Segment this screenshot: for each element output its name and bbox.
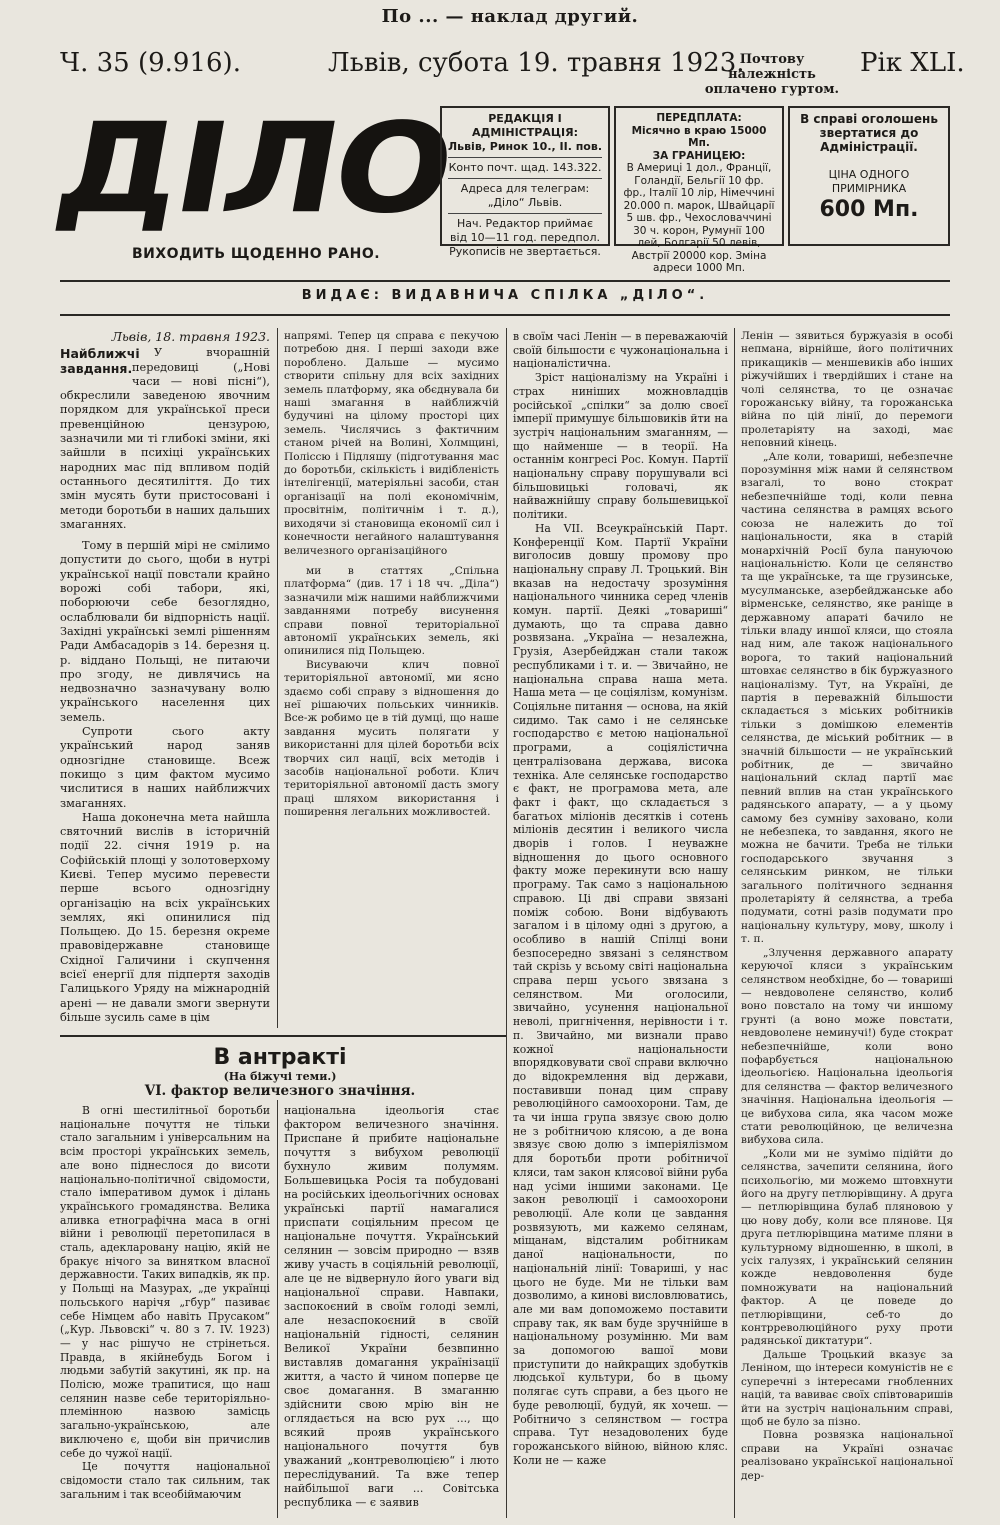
- article1-para: Наша доконечна мета найшла святочний вислів в історичній події 22. січня 1919 р. на Софійській площі у золотоверхому Києві. Тепер мусимо перевести перше всього однозгідну організацію на всіх українських землях, які опинилися під Польщею. До 15. березня окреме правовідержавне становище Східної Галичини і скупчення всієї енергії для підпертя заходів Галицького Уряду на міжнародній арені — не давали змоги звернути більше зусиль саме в цім: [60, 810, 270, 1024]
- article1-col3: [513, 330, 728, 1467]
- price-label: ЦІНА ОДНОГО ПРИМІРНИКА: [828, 168, 910, 195]
- editorial-address: Львів, Ринок 10., II. пов.: [448, 140, 602, 153]
- article2-col1: [60, 1104, 270, 1501]
- editorial-manuscripts: Рукописів не звертається.: [449, 245, 601, 258]
- article1-para: Ленін — зявиться буржуазія в особі непмана, вірнійше, його політичних прикащиків — меншевиків або інших ріжучійших і твердійших і стане на чолі селянства, то це означає горожанську війну, та горожанська війна по цій лінії, до перемоги пролетаріяту на заході, має неповний кінець.: [741, 330, 953, 450]
- article2-title: В антракті: [213, 1045, 347, 1070]
- article2-subtitle: (На біжучі теми.): [223, 1070, 337, 1083]
- subscription-title: ПЕРЕДПЛАТА:: [656, 112, 742, 124]
- subscription-abroad: В Америці 1 дол., Франції, Голандії, Бельгії 10 фр. фр., Італії 10 лір, Німеччині 20.000 п. марок, Швайцарії 5 шв. фр., Чехословаччині 30 ч. корон, Румунії 100 лей, Болгарії 50 левів, Австрії 20000 кор.: [623, 162, 775, 262]
- daily-note: ВИХОДИТЬ ЩОДЕННО РАНО.: [132, 246, 381, 262]
- article2-para: національна ідеольогія стає фактором величезного значіння. Приспане й прибите національне почуття з вибухом революції бухнуло живим полумям. Большевицька Росія та побудовані на російських ідеольогічних основах українські партії намагалися приспати соціяльним пресом це національне почуття. Український селянин — зовсім природно — взяв живу участь в соціяльній революції, але це не відвернуло його уваги від національної справи. Навпаки, заспокоєний в своїм голоді землі, але незаспокоєний в своїй національній гідності, селянин Великої України безвпинно виставляв домагання українізації життя, а часто й чином поперве це своє домагання. В змаганню здійснити свою мрію він не оглядається на всю рух ..., що всякий прояв українського національного почуття був уважаний „контреволюцією“ і люто переслідуваний. Та вже тепер найбільшої ваги ... Совітська республика — є заявив: [284, 1104, 499, 1509]
- article2-section: VI. фактор величезного значіння.: [144, 1083, 416, 1099]
- article2-para: В огні шестилітньої боротьби національне почуття не тільки стало загальним і універсальним на всім просторі українських земель, але воно піднеслося до висоти національно-політичної свідомости, стало імперативом думок і ділань українського громадянства. Велика аливка етнографічна маса в огні війни і революції перетопилася в сталь, адекларовану націю, якій не бракує нічого за винятком власної державности. Таких випадків, як пр. у Польщі на Мазурах, „де українці польського нарічя „гбур“ пазиває себе Німцем або навіть Прусаком“ („Кур. Львовскі“ ч. 80 з 7. IV. 1923) — у нас рішучо не стрінеться. Правда, в якійнебудь Богом і людьми забутій закутині, як пр. на Полісю, може трапитися, що наш селянин назве себе територіяльно-племінною назвою замісць загально-українською, але виключено є, щоби він причислив себе до чужої нації.: [60, 1104, 270, 1460]
- article1-para: „Злучення державного апарату керуючої кляси з українським селянством необхідне, бо — товариші — невдоволене селянство, колиб воно повстало на тому чи иншому грунті (а воно може повстати, невдоволене неминучі!) буде стократ небезпечнійше, коли воно пофарбується національною ідеольогією. Національна ідеольогія для селянства — фактор величезного значіння. Національна ідеольогія — це вибухова сила, яка часом може стати революційною, це величезна вибухова сила.: [741, 946, 953, 1147]
- article1-para: Зріст націоналізму на Україні і страх ниніших можновладців російської „спілки“ за долю своєї імперії примушує більшовиків йти на зустріч національним змаганням, — що найменше — в теорії. На останнім конгресі Рос. Комун. Партії національну справу порушували всі більшовицькі головачі, як найважнійшу справу большевицької політики.: [513, 371, 728, 522]
- article1-para: „Але коли, товариші, небезпечне порозуміння між нами й селянством взагалі, то воно стократ небезпечнійше тоді, коли певна частина селянства в рамцях всього союза не належить до тої національности, яка в старій монархічній Росії була пануючою національністю. Коли це селянство та ще українське, та ще грузинське, мусулманське, азербейджанське або вірменське, селянство, яке раніще в державному апараті бачило не тільки владу иншої кляси, що стояла над ним, але також національного ворога, то такий національний штовхає селянство в бік буржуазного націоналізму. Тут, на Україні, де партія в переважній більшости складається з міських робітників тільки з домішкою елементів селянства, де міський робітник — в значній більшости — не український робітник, де — звичайно національний склад партії має певний вплив на стан українського радянського апарату, — а у цьому самому без сумніву заховано, коли не небезпека, то завдання, якого не можна не бачити. Треба не тільки господарського звучання з селянським ринком, не тільки загального політичного зєднання пролетаріяту й селянства, а треба подумати, сотні разів подумати про національну культуру, мову, школу і т. п.: [741, 450, 953, 946]
- edition-note: По ... — наклад другий.: [381, 6, 639, 27]
- ads-note: В справі оголошень звертатися до Адміністрації.: [800, 112, 938, 154]
- article1-para: Тому в першій мірі не смілимо допустити до сього, щоби в нутрі української нації повстали крайно ворожі собі табори, які, поборюючи себе безоглядно, ослаблювали би відпорність нації. Західні українські землі рішенням Ради Амбасадорів з 14. березня ц. р. віддано Польщі, не питаючи про згоду, не дивлячись на недвозначно зазначувану волю українського населення цих земель.: [60, 539, 270, 724]
- article1-para: Супроти сього акту український народ заняв однозгідне становище. Всеж покищо з цим фактом мусимо числитися в наших найближчих змаганнях.: [60, 725, 270, 810]
- subscription-box: [614, 106, 784, 274]
- editorial-box: [440, 106, 610, 258]
- article2-para: Це почуття національної свідомости стало так сильним, так загальним і так всеобіймаючим: [60, 1460, 270, 1501]
- article1-col4: [741, 330, 953, 1483]
- article1-subhead: Найближчі завдання.: [60, 346, 140, 377]
- editorial-hours: Нач. Редактор приймає від 10—11 год. передпол.: [449, 217, 600, 244]
- article2-heading: [60, 1045, 500, 1099]
- newspaper-title: ДІЛО: [45, 96, 462, 241]
- column-rule: [734, 328, 735, 1518]
- article1-para: На VII. Всеукраїнській Парт. Конференції Ком. Партії України виголосив довшу промову про національну справу Л. Троцький. Він вказав на недостачу зрозуміння національного чинника серед членів комун. партії. Деякі „товариші“ думають, що та справа давно розвязана. „Україна — незалежна, Грузія, Азербейджан стали також республиками і т. и. — Звичайно, не національна справа наша мета. Наша мета — це соціялізм, комунізм. Соціяльне питання — основа, на якій сидимо. Так само і не селянське господарство є метою національної програми, а соціялістична централізована держава, висока техніка. Але селянське господарство є факт, не програмова мета, але факт і факт, що складається з багатьох міліонів десятків і сотень міліонів десятин і великого числа дворів і голов. І неуважне відношення до цього основного факту може перекинути всю нашу програму. Так само з національною справою. Ці дві справи звязані поміж собою. Вони відбувають загалом і в цілому одні з другою, а особливо в нашій Спілці вони безпосередно звязані з селянством тай скрізь у всьому світі національна справа перш усього звязана з селянством. Ми оголосили, звичайно, усунення національної неволі, пригнічення, нерівности і т. п. Звичайно, ми визнали право кожної національности впорядковувати свої справи включно до відокремлення від держави, поставивши понад цим справу революційного самоохорони. Там, де та чи інша група звязує свою долю не з робітничою клясою, а де вона звязує свою долю з імперіялізмом для боротьби проти робітничої кляси, там закон клясової війни руба над усіми іншими законами. Це закон революції і самоохорони революції. Але коли це завдання розвязують, ми кажемо селянам, міщанам, відсталим робітникам даної національности, по національній лінії: Товариші, у нас цього не буде. Ми не тільки вам дозволимо, а кинові висловлюватись, але ми вам допоможемо поставити справу так, як вам буде зручнійше в національному розумінню. Ми вам за допомогою вашої мови приступити до найкращих здобутків людської культури, бо в цьому полягає суть справи, а без цього не буде революції, будуй, як хочеш. — Робітничо з селянством — гостра справа. Тут незадоволених буде горожанського війною, війною кляс. Коли не — каже: [513, 521, 728, 1467]
- place-date: Львів, субота 19. травня 1923.: [328, 48, 745, 78]
- editorial-title: РЕДАКЦІЯ І АДМІНІСТРАЦІЯ:: [472, 112, 578, 139]
- article1-para: У вчорашній передовиці („Нові часи — нові пісні“), обкреслили заведеною явочним порядком для української преси превенційною цензурою, зазначили ми ті глибокі зміни, які зайшли в психіці українських народних мас під впливом подій останнього десятиліття. До тих змін мусять бути пристосовані і методи боротьби в наших дальших змаганнях.: [60, 346, 270, 531]
- article1-para: в своїм часі Ленін — в переважаючій своїй більшости є чужонаціональна і націоналістична.: [513, 330, 728, 371]
- price-box: [788, 106, 950, 246]
- issue-number: Ч. 35 (9.916).: [60, 48, 241, 78]
- article1-para: „Коли ми не зумімо підійти до селянства, зачепити селянина, його психольогію, ми можемо штовхнути його на другу петлюрівщину. А друга — петлюрівщина булаб пляновою у цю нову добу, коли все плянове. Ця друга петлюрівщина матиме пляни в культурному відношенню, в школі, в усіх галузях, і український селянин кожде невдоволення буде помножувати на національний фактор. А це поведе до петлюрівщини, себ-то до контрреволюційного руху проти радянської диктатури“.: [741, 1147, 953, 1348]
- year-label: Рік XLI.: [860, 48, 965, 78]
- article2-rule: [60, 1035, 506, 1037]
- article2-col2: [284, 1104, 499, 1510]
- editorial-account: Конто почт. щад. 143.322.: [448, 161, 602, 174]
- article1-para: Повна розвязка національної справи на Україні означає реалізовано української національної дер-: [741, 1429, 953, 1482]
- article1-para: напрямі. Тепер ця справа є пекучою потребою дня. І перші заходи вже пороблено. Дальше — мусимо створити спільну для всіх західних земель платформу, яка обєднувала би наші змагання в найближчій будучині на цілому просторі цих земель. Числячись з фактичним станом річей на Волині, Холмщині, Поліссю і Підляшу (підготування мас до боротьби, скількість і видібленість інтелігенції, матеріяльні засоби, стан організації на полі економічнім, просвітнім, політичнім і т. д.), виходячи зі становища економії сил і конечности негайного налаштування величезного організаційного: [284, 330, 499, 557]
- postage-note: Почтову належність оплачено гуртом.: [704, 52, 840, 97]
- rule-bottom: [60, 314, 950, 316]
- dateline: Львів, 18. травня 1923.: [111, 330, 270, 344]
- article1-para: Дальше Троцький вказує за Леніном, що інтереси комуністів не є суперечні з інтересами гнобленних націй, та вавиває своїх співтоваришів йти на зустріч національним справі, щоб не було за пізно.: [741, 1348, 953, 1428]
- editorial-telegram: Адреса для телеграм: „Діло“ Львів.: [460, 182, 590, 209]
- rule-top: [60, 280, 950, 282]
- column-rule: [277, 328, 278, 1028]
- subscription-abroad-title: ЗА ГРАНИЦЕЮ:: [652, 149, 746, 162]
- publisher-line: ВИДАЄ: ВИДАВНИЧА СПІЛКА „ДІЛО“.: [301, 288, 709, 303]
- subscription-domestic: Місячно в краю 15000 Мп.: [631, 124, 767, 149]
- subscription-address-change: Зміна адреси 1000 Мп.: [652, 249, 767, 274]
- article1-col1: [60, 330, 270, 1025]
- article1-para: ми в статтях „Спільна платформа“ (див. 17 і 18 чч. „Діла“) зазначили між нашими найближчими завданнями потребу висунення справи повної територіальної автономії українських земель, які опинилися під Польщею.: [284, 564, 499, 658]
- article1-col2: [284, 330, 499, 820]
- column-rule: [506, 328, 507, 1518]
- column-rule: [277, 1100, 278, 1518]
- article1-para: Висуваючи клич повної територіяльної автономії, ми ясно здаємо собі справу з відношення до неї рішаючих польських чинників. Все-ж робимо це в тій думці, що наше завдання мусить полягати у використанні для цілей боротьби всіх творчих сил нації, всіх методів і засобів національної роботи. Клич територіяльної автономії дасть змогу праці шляхом використання і поширення легальних можливостей.: [284, 658, 499, 819]
- price-value: 600 Мп.: [819, 197, 919, 222]
